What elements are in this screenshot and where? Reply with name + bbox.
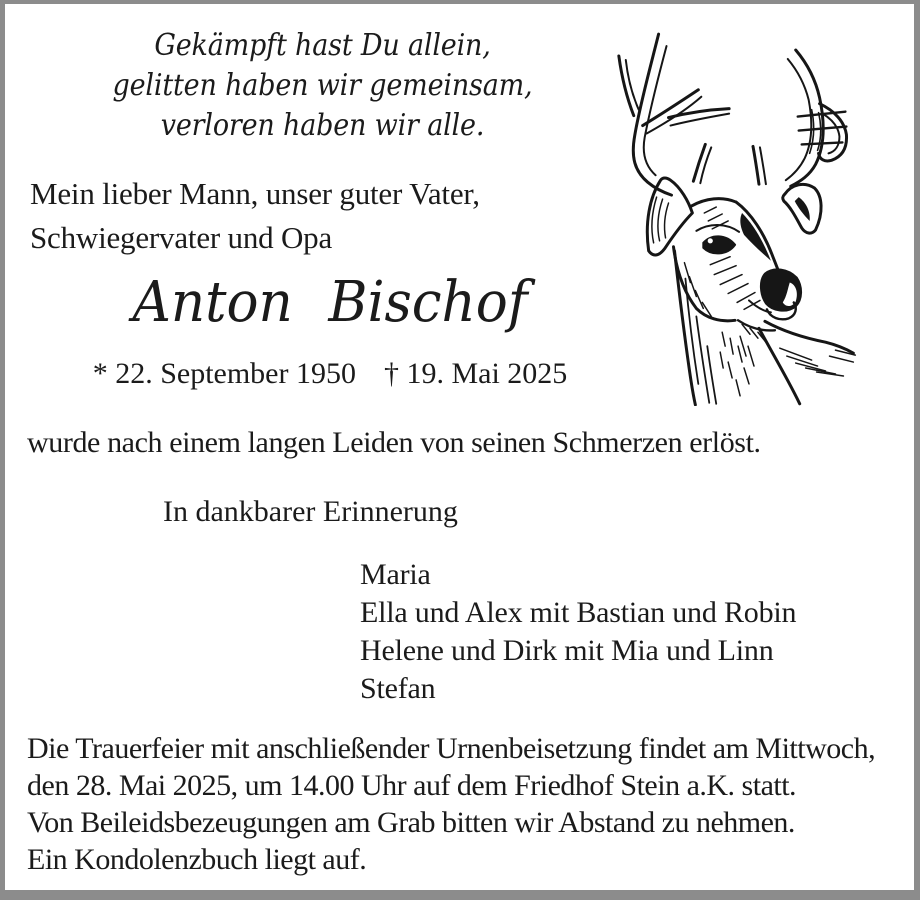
funeral-info <box>27 730 875 878</box>
mourner-line: Helene und Dirk mit Mia und Linn <box>360 634 774 667</box>
stag-head-icon <box>593 18 911 406</box>
mourners-list <box>360 556 796 708</box>
deceased-name: Anton Bischof <box>132 270 528 335</box>
intro-line: Mein lieber Mann, unser guter Vater, <box>30 176 480 211</box>
intro-text <box>30 172 480 260</box>
mourner-line: Maria <box>360 558 431 591</box>
passing-message: wurde nach einem langen Leiden von seinen Schmerzen erlöst. <box>27 426 761 459</box>
stag-head-illustration <box>593 18 911 406</box>
intro-line: Schwiegervater und Opa <box>30 220 333 255</box>
birth-date: * 22. September 1950 <box>92 357 356 390</box>
remembrance-line: In dankbarer Erinnerung <box>163 495 458 528</box>
epitaph-line: gelitten haben wir gemeinsam, <box>112 68 533 103</box>
epitaph-verse <box>55 26 591 146</box>
death-date: † 19. Mai 2025 <box>383 357 568 390</box>
life-dates <box>35 356 625 392</box>
mourner-line: Stefan <box>360 672 436 705</box>
epitaph-line: Gekämpft hast Du allein, <box>154 28 491 63</box>
funeral-line: Die Trauerfeier mit anschließender Urnenbeisetzung findet am Mittwoch, <box>27 732 876 765</box>
funeral-line: Von Beileidsbezeugungen am Grab bitten wir Abstand zu nehmen. <box>27 806 795 839</box>
epitaph-line: verloren haben wir alle. <box>160 108 485 143</box>
funeral-line: Ein Kondolenzbuch liegt auf. <box>27 843 367 876</box>
mourner-line: Ella und Alex mit Bastian und Robin <box>360 596 797 629</box>
funeral-line: den 28. Mai 2025, um 14.00 Uhr auf dem Friedhof Stein a.K. statt. <box>27 769 797 802</box>
